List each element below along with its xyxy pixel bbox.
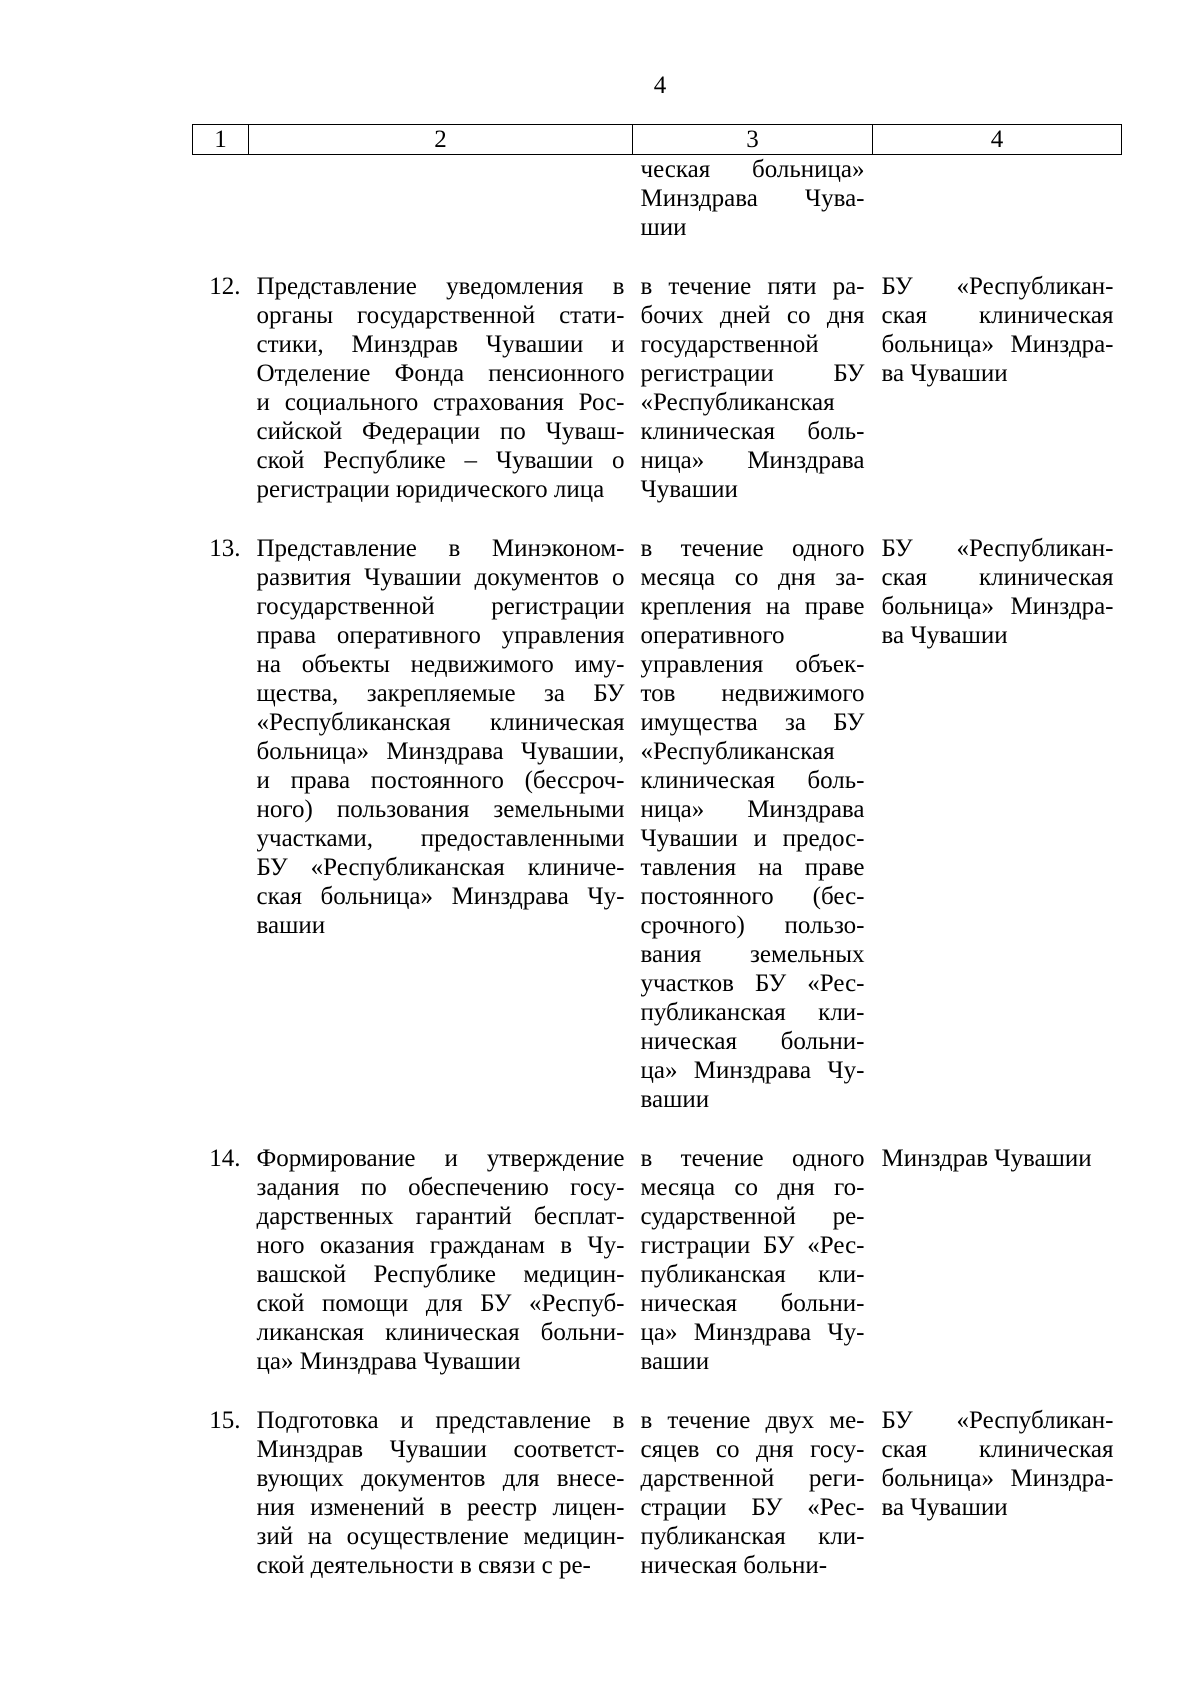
row-spacer bbox=[193, 1114, 1122, 1144]
responsible-line: ская клиническая bbox=[881, 1436, 1114, 1463]
deadline-line: участков БУ «Рес- bbox=[640, 970, 865, 997]
deadline-line: публиканская кли- bbox=[640, 1261, 865, 1288]
action-line: Минздрав Чувашии соответст- bbox=[256, 1436, 625, 1463]
deadline-line: ническая больни- bbox=[640, 1290, 865, 1317]
action-line: и социального страхования Рос- bbox=[256, 389, 625, 416]
text-line: шии bbox=[640, 214, 687, 241]
responsible-line: ская клиническая bbox=[881, 302, 1114, 329]
deadline-line: страции БУ «Рес- bbox=[640, 1494, 865, 1521]
action-line: стики, Минздрав Чувашии и bbox=[256, 331, 625, 358]
deadline-line: в течение двух ме- bbox=[640, 1407, 865, 1434]
deadline-line: в течение одного bbox=[640, 1145, 865, 1172]
row-number: 13. bbox=[209, 535, 241, 562]
deadline-line: сударственной ре- bbox=[640, 1203, 865, 1230]
action-line: органы государственной стати- bbox=[256, 302, 625, 329]
deadline-cell bbox=[633, 1406, 873, 1580]
table-row bbox=[193, 272, 1122, 504]
deadline-line: государственной bbox=[640, 331, 819, 358]
deadline-line: ническая больни- bbox=[640, 1028, 865, 1055]
deadline-line: ница» Минздрава bbox=[640, 447, 865, 474]
deadline-line: ца» Минздрава Чу- bbox=[640, 1057, 865, 1084]
deadline-line: «Республиканская bbox=[640, 389, 835, 416]
deadline-line: ца» Минздрава Чу- bbox=[640, 1319, 865, 1346]
deadline-line: срочного) пользо- bbox=[640, 912, 865, 939]
deadline-line: ническая больни- bbox=[640, 1552, 828, 1579]
action-line: Отделение Фонда пенсионного bbox=[256, 360, 625, 387]
action-line: БУ «Республиканская клиниче- bbox=[256, 854, 625, 881]
row-number: 15. bbox=[209, 1407, 241, 1434]
deadline-line: сяцев со дня госу- bbox=[640, 1436, 865, 1463]
action-line: ца» Минздрава Чувашии bbox=[256, 1348, 521, 1375]
action-line: ской помощи для БУ «Респуб- bbox=[256, 1290, 625, 1317]
continuation-row bbox=[193, 155, 1122, 243]
deadline-cell bbox=[633, 1144, 873, 1376]
action-line: задания по обеспечению госу- bbox=[256, 1174, 625, 1201]
action-line: участками, предоставленными bbox=[256, 825, 625, 852]
responsible-line: БУ «Республикан- bbox=[881, 273, 1114, 300]
responsible-line: больница» Минздра- bbox=[881, 1465, 1114, 1492]
deadline-line: имущества за БУ bbox=[640, 709, 865, 736]
action-line: на объекты недвижимого иму- bbox=[256, 651, 625, 678]
deadline-line: тов недвижимого bbox=[640, 680, 865, 707]
text-line: ческая больница» bbox=[640, 156, 865, 183]
column-header-3: 3 bbox=[633, 125, 873, 155]
column-header-4: 4 bbox=[873, 125, 1122, 155]
continuation-deadline-cell bbox=[633, 155, 873, 243]
row-spacer bbox=[193, 504, 1122, 534]
action-line: права оперативного управления bbox=[256, 622, 625, 649]
responsible-line: ская клиническая bbox=[881, 564, 1114, 591]
action-line: зий на осуществление медицин- bbox=[256, 1523, 625, 1550]
action-line: регистрации юридического лица bbox=[256, 476, 605, 503]
action-line: больница» Минздрава Чувашии, bbox=[256, 738, 625, 765]
deadline-line: вашии bbox=[640, 1348, 710, 1375]
responsible-line: ва Чувашии bbox=[881, 1494, 1008, 1521]
table-row bbox=[193, 534, 1122, 1114]
row-spacer bbox=[193, 1376, 1122, 1406]
action-line: ской деятельности в связи с ре- bbox=[256, 1552, 591, 1579]
deadline-line: в течение одного bbox=[640, 535, 865, 562]
deadline-line: клиническая боль- bbox=[640, 767, 865, 794]
deadline-line: постоянного (бес- bbox=[640, 883, 865, 910]
action-line: ного оказания гражданам в Чу- bbox=[256, 1232, 625, 1259]
continuation-action-cell bbox=[249, 155, 633, 243]
deadline-line: тавления на праве bbox=[640, 854, 865, 881]
action-line: ская больница» Минздрава Чу- bbox=[256, 883, 625, 910]
table-row bbox=[193, 1144, 1122, 1376]
action-line: вашии bbox=[256, 912, 326, 939]
continuation-num-cell bbox=[193, 155, 249, 243]
action-line: дарственных гарантий бесплат- bbox=[256, 1203, 625, 1230]
row-number: 14. bbox=[209, 1145, 241, 1172]
deadline-line: гистрации БУ «Рес- bbox=[640, 1232, 865, 1259]
responsible-cell bbox=[873, 272, 1122, 504]
responsible-cell bbox=[873, 534, 1122, 1114]
deadline-line: месяца со дня за- bbox=[640, 564, 865, 591]
responsible-line: ва Чувашии bbox=[881, 622, 1008, 649]
responsible-line: ва Чувашии bbox=[881, 360, 1008, 387]
responsible-line: БУ «Республикан- bbox=[881, 1407, 1114, 1434]
deadline-line: месяца со дня го- bbox=[640, 1174, 865, 1201]
responsible-line: больница» Минздра- bbox=[881, 331, 1114, 358]
table-body bbox=[193, 155, 1122, 1581]
deadline-cell bbox=[633, 272, 873, 504]
deadline-line: ница» Минздрава bbox=[640, 796, 865, 823]
action-cell bbox=[249, 534, 633, 1114]
deadline-line: клиническая боль- bbox=[640, 418, 865, 445]
deadline-cell bbox=[633, 534, 873, 1114]
action-line: Формирование и утверждение bbox=[256, 1145, 625, 1172]
deadline-line: крепления на праве bbox=[640, 593, 865, 620]
action-cell bbox=[249, 272, 633, 504]
action-line: щества, закрепляемые за БУ bbox=[256, 680, 625, 707]
responsible-line: Минздрав Чувашии bbox=[881, 1145, 1092, 1172]
deadline-line: оперативного bbox=[640, 622, 785, 649]
action-line: государственной регистрации bbox=[256, 593, 625, 620]
deadline-line: «Республиканская bbox=[640, 738, 835, 765]
deadline-line: дарственной реги- bbox=[640, 1465, 865, 1492]
deadline-line: управления объек- bbox=[640, 651, 865, 678]
deadline-line: бочих дней со дня bbox=[640, 302, 865, 329]
column-header-1: 1 bbox=[193, 125, 249, 155]
action-line: ликанская клиническая больни- bbox=[256, 1319, 625, 1346]
action-line: Подготовка и представление в bbox=[256, 1407, 625, 1434]
action-line: Представление уведомления в bbox=[256, 273, 625, 300]
table-header-row bbox=[193, 125, 1122, 155]
action-line: и права постоянного (бессроч- bbox=[256, 767, 625, 794]
responsible-line: БУ «Республикан- bbox=[881, 535, 1114, 562]
action-line: «Республиканская клиническая bbox=[256, 709, 625, 736]
text-line: Минздрава Чува- bbox=[640, 185, 865, 212]
row-number: 12. bbox=[209, 273, 241, 300]
action-line: ния изменений в реестр лицен- bbox=[256, 1494, 625, 1521]
action-cell bbox=[249, 1144, 633, 1376]
action-line: сийской Федерации по Чуваш- bbox=[256, 418, 625, 445]
responsible-line: больница» Минздра- bbox=[881, 593, 1114, 620]
deadline-line: вашии bbox=[640, 1086, 710, 1113]
deadline-line: публиканская кли- bbox=[640, 1523, 865, 1550]
row-spacer bbox=[193, 242, 1122, 272]
page-number: 4 bbox=[653, 72, 667, 99]
action-cell bbox=[249, 1406, 633, 1580]
continuation-responsible-cell bbox=[873, 155, 1122, 243]
action-line: ного) пользования земельными bbox=[256, 796, 625, 823]
deadline-line: Чувашии и предос- bbox=[640, 825, 865, 852]
column-header-2: 2 bbox=[249, 125, 633, 155]
action-line: вашской Республике медицин- bbox=[256, 1261, 625, 1288]
deadline-line: Чувашии bbox=[640, 476, 738, 503]
table-row bbox=[193, 1406, 1122, 1580]
deadline-line: регистрации БУ bbox=[640, 360, 865, 387]
action-line: вующих документов для внесе- bbox=[256, 1465, 625, 1492]
deadline-line: публиканская кли- bbox=[640, 999, 865, 1026]
action-line: Представление в Минэконом- bbox=[256, 535, 625, 562]
deadline-line: в течение пяти ра- bbox=[640, 273, 865, 300]
action-line: ской Республике – Чувашии о bbox=[256, 447, 625, 474]
measures-table bbox=[192, 124, 1122, 1580]
action-line: развития Чувашии документов о bbox=[256, 564, 625, 591]
responsible-cell bbox=[873, 1406, 1122, 1580]
deadline-line: вания земельных bbox=[640, 941, 865, 968]
responsible-cell bbox=[873, 1144, 1122, 1376]
